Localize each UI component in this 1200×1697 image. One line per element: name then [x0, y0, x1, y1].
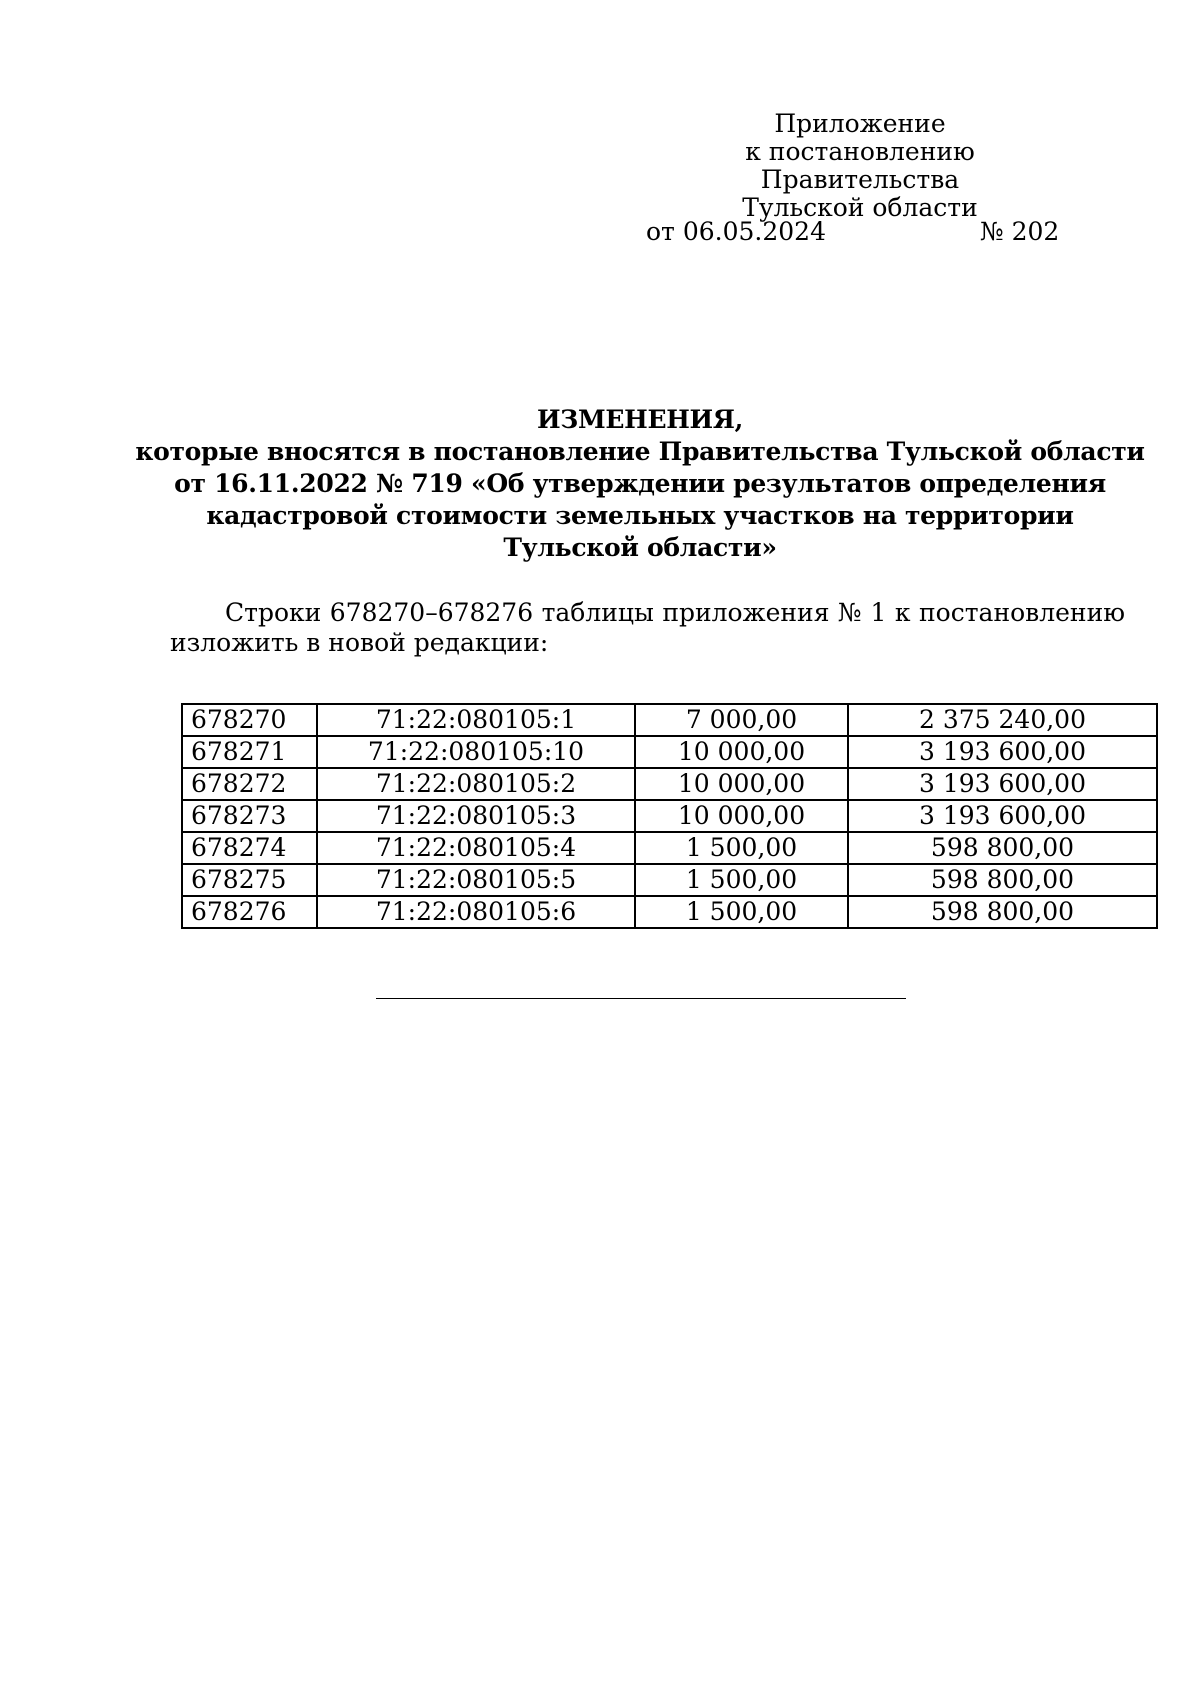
appendix-region: Тульской области	[742, 193, 978, 222]
title-line-5: Тульской области»	[503, 533, 777, 562]
appendix-header	[660, 110, 1060, 222]
area-cell: 10 000,00	[635, 736, 848, 768]
cadastral-number-cell: 71:22:080105:3	[317, 800, 635, 832]
table-row	[182, 896, 1157, 928]
title-line-3: от 16.11.2022 № 719 «Об утверждении результатов определения	[174, 469, 1106, 498]
title-line-4: кадастровой стоимости земельных участков на территории	[206, 501, 1074, 530]
table-row	[182, 736, 1157, 768]
cadastral-number-cell: 71:22:080105:2	[317, 768, 635, 800]
appendix-title: Приложение	[774, 109, 946, 138]
row-number-cell: 678270	[182, 704, 317, 736]
table-row	[182, 704, 1157, 736]
row-number-cell: 678276	[182, 896, 317, 928]
cadastral-number-cell: 71:22:080105:1	[317, 704, 635, 736]
title-heading: ИЗМЕНЕНИЯ,	[536, 405, 744, 434]
area-cell: 10 000,00	[635, 800, 848, 832]
cadastral-table	[181, 703, 1158, 929]
cadastral-cost-cell: 3 193 600,00	[848, 768, 1157, 800]
document-title	[120, 404, 1160, 564]
cadastral-cost-cell: 598 800,00	[848, 864, 1157, 896]
area-cell: 1 500,00	[635, 832, 848, 864]
cadastral-number-cell: 71:22:080105:5	[317, 864, 635, 896]
decree-number: № 202	[980, 217, 1060, 246]
area-cell: 1 500,00	[635, 896, 848, 928]
cadastral-cost-cell: 3 193 600,00	[848, 800, 1157, 832]
cadastral-number-cell: 71:22:080105:10	[317, 736, 635, 768]
cadastral-cost-cell: 3 193 600,00	[848, 736, 1157, 768]
closing-rule	[376, 998, 906, 999]
area-cell: 1 500,00	[635, 864, 848, 896]
row-number-cell: 678271	[182, 736, 317, 768]
cadastral-cost-cell: 598 800,00	[848, 896, 1157, 928]
row-number-cell: 678275	[182, 864, 317, 896]
cadastral-cost-cell: 598 800,00	[848, 832, 1157, 864]
cadastral-number-cell: 71:22:080105:6	[317, 896, 635, 928]
area-cell: 10 000,00	[635, 768, 848, 800]
row-number-cell: 678273	[182, 800, 317, 832]
cadastral-number-cell: 71:22:080105:4	[317, 832, 635, 864]
row-number-cell: 678272	[182, 768, 317, 800]
table-row	[182, 800, 1157, 832]
table-row	[182, 864, 1157, 896]
table-row	[182, 768, 1157, 800]
decree-date: от 06.05.2024	[646, 217, 826, 246]
cadastral-cost-cell: 2 375 240,00	[848, 704, 1157, 736]
intro-paragraph: Строки 678270–678276 таблицы приложения № 1 к постановлению изложить в новой редакции:	[170, 598, 1125, 657]
table-row	[182, 832, 1157, 864]
appendix-reference: к постановлению Правительства	[745, 137, 975, 194]
title-line-2: которые вносятся в постановление Правительства Тульской области	[135, 437, 1145, 466]
row-number-cell: 678274	[182, 832, 317, 864]
area-cell: 7 000,00	[635, 704, 848, 736]
